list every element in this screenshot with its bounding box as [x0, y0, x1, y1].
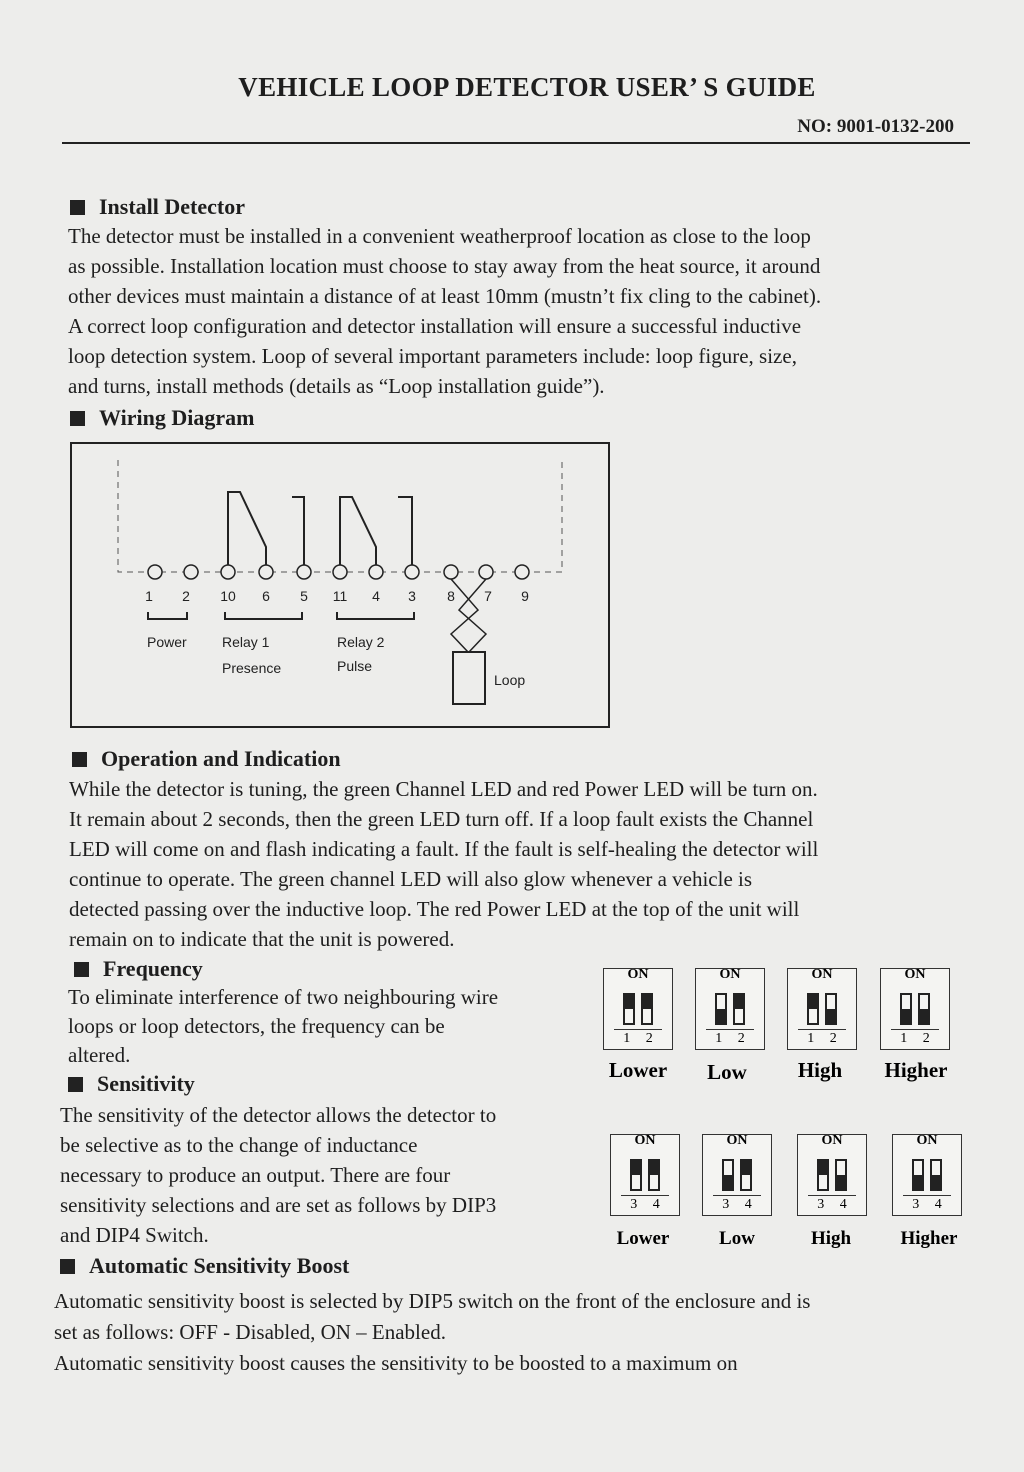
install-heading: [70, 194, 245, 220]
on-label: ON: [821, 1133, 843, 1148]
dip-switch-lever: [740, 1159, 752, 1191]
terminal-number: 9: [521, 588, 529, 604]
switch-numbers: 1 2: [807, 1031, 843, 1046]
terminal-number: 1: [145, 588, 153, 604]
dip-switch-diagram: [610, 1134, 680, 1216]
terminal-2: [184, 565, 198, 579]
title-divider: [62, 142, 970, 144]
text-line: other devices must maintain a distance of at least 10mm (mustn’t fix cling to the cabinet).: [68, 284, 822, 308]
sensitivity-setting-label: Lower: [616, 1228, 670, 1249]
text-line: loop detection system. Loop of several important parameters include: loop figure, size,: [68, 344, 797, 368]
text-line: continue to operate. The green channel LED will also glow whenever a vehicle is: [69, 867, 753, 891]
loop-coil: [453, 652, 485, 704]
terminal-3: [405, 565, 419, 579]
switch-numbers: 1 2: [623, 1031, 659, 1046]
relay2-sub-label: Pulse: [337, 658, 373, 674]
terminal-11: [333, 565, 347, 579]
bullet-square-icon: [68, 1077, 83, 1092]
text-line: While the detector is tuning, the green Channel LED and red Power LED will be turn on.: [69, 777, 818, 801]
relay1-label: Relay 1: [222, 634, 270, 650]
terminal-number: 7: [484, 588, 492, 604]
dip-switch-lever: [912, 1159, 924, 1191]
dip-switch-lever: [835, 1159, 847, 1191]
install-paragraph: [68, 221, 953, 401]
bullet-square-icon: [74, 962, 89, 977]
text-line: detected passing over the inductive loop. The red Power LED at the top of the unit will: [69, 897, 800, 921]
sensitivity-heading-text: Sensitivity: [97, 1071, 195, 1096]
boost-heading: [60, 1253, 349, 1279]
on-label: ON: [904, 967, 926, 982]
relay1-contact-nc: [228, 492, 266, 572]
dip-switch-lever: [733, 993, 745, 1025]
terminal-number: 11: [332, 588, 348, 604]
dip-switch-lever: [641, 993, 653, 1025]
frequency-setting-label: High: [797, 1058, 843, 1082]
power-bracket: [148, 612, 187, 619]
dip-switch-diagram: [702, 1134, 772, 1216]
operation-paragraph: [69, 774, 952, 954]
sensitivity-setting-label: Higher: [900, 1228, 958, 1249]
switch-numbers: 3 4: [817, 1197, 853, 1212]
terminal-number: 3: [408, 588, 416, 604]
dip-switch-diagram: [892, 1134, 962, 1216]
frequency-heading: [74, 956, 203, 982]
relay2-contact-no: [398, 497, 412, 572]
text-line: To eliminate interference of two neighbouring wire: [68, 985, 499, 1009]
document-number: NO: 9001-0132-200: [797, 116, 954, 137]
dip-switch-lever: [722, 1159, 734, 1191]
terminal-number: 8: [447, 588, 455, 604]
text-line: and DIP4 Switch.: [60, 1223, 209, 1247]
frequency-setting-label: Lower: [608, 1058, 668, 1082]
on-label: ON: [916, 1133, 938, 1148]
bullet-square-icon: [72, 752, 87, 767]
bullet-square-icon: [60, 1259, 75, 1274]
boost-heading-text: Automatic Sensitivity Boost: [89, 1253, 350, 1278]
terminal-6: [259, 565, 273, 579]
frequency-setting-label: Higher: [884, 1058, 948, 1082]
operation-heading-text: Operation and Indication: [101, 746, 341, 771]
dip-switch-diagram: [880, 968, 950, 1050]
switch-numbers: 3 4: [722, 1197, 758, 1212]
relay1-contact-no: [292, 497, 304, 572]
terminal-8: [444, 565, 458, 579]
dip-switch-diagram: [695, 968, 765, 1050]
dip-switch-lever: [825, 993, 837, 1025]
relay2-label: Relay 2: [337, 634, 385, 650]
terminal-5: [297, 565, 311, 579]
relay1-sub-label: Presence: [222, 660, 282, 676]
terminal-number: 5: [300, 588, 308, 604]
wiring-diagram-svg: [70, 442, 610, 728]
on-label: ON: [627, 967, 649, 982]
text-line: It remain about 2 seconds, then the green LED turn off. If a loop fault exists the Channel: [69, 807, 814, 831]
text-line: The sensitivity of the detector allows the detector to: [60, 1103, 497, 1127]
dip-switch-diagram: [787, 968, 857, 1050]
frequency-setting-label: Low: [707, 1060, 747, 1084]
dip-switch-lever: [623, 993, 635, 1025]
frequency-heading-text: Frequency: [103, 956, 203, 981]
on-label: ON: [811, 967, 833, 982]
install-heading-text: Install Detector: [99, 194, 246, 219]
terminal-1: [148, 565, 162, 579]
sensitivity-setting-label: Low: [719, 1228, 755, 1249]
sensitivity-paragraph: [60, 1100, 578, 1250]
text-line: sensitivity selections and are set as follows by DIP3: [60, 1193, 497, 1217]
text-line: The detector must be installed in a convenient weatherproof location as close to the loop: [68, 224, 811, 248]
relay2-bracket: [337, 612, 414, 619]
wiring-diagram: [70, 442, 610, 728]
dip-switch-lever: [900, 993, 912, 1025]
sensitivity-setting-label: High: [810, 1228, 852, 1249]
boost-paragraph: [54, 1286, 962, 1379]
switch-numbers: 3 4: [630, 1197, 666, 1212]
terminal-10: [221, 565, 235, 579]
terminal-number: 6: [262, 588, 270, 604]
dip-switch-diagram: [797, 1134, 867, 1216]
on-label: ON: [634, 1133, 656, 1148]
power-label: Power: [147, 634, 187, 650]
sensitivity-heading: [68, 1071, 195, 1097]
text-line: set as follows: OFF - Disabled, ON – Enabled.: [54, 1320, 446, 1344]
diagram-frame: [71, 443, 609, 727]
wiring-heading: [70, 405, 254, 431]
wiring-heading-text: Wiring Diagram: [99, 405, 255, 430]
text-line: LED will come on and flash indicating a fault. If the fault is self-healing the detector will: [69, 837, 819, 861]
frequency-paragraph: [68, 983, 576, 1070]
on-label: ON: [726, 1133, 748, 1148]
text-line: as possible. Installation location must choose to stay away from the heat source, it around: [68, 254, 821, 278]
page-title: VEHICLE LOOP DETECTOR USER’ S GUIDE: [238, 72, 816, 102]
switch-numbers: 3 4: [912, 1197, 948, 1212]
text-line: A correct loop configuration and detector installation will ensure a successful inductive: [68, 314, 802, 338]
text-line: Automatic sensitivity boost causes the sensitivity to be boosted to a maximum on: [54, 1351, 738, 1375]
terminal-9: [515, 565, 529, 579]
dip-switch-lever: [715, 993, 727, 1025]
relay1-bracket: [225, 612, 302, 619]
switch-numbers: 1 2: [900, 1031, 936, 1046]
bullet-square-icon: [70, 411, 85, 426]
dip-switch-diagram: [603, 968, 673, 1050]
on-label: ON: [719, 967, 741, 982]
bullet-square-icon: [70, 200, 85, 215]
text-line: altered.: [68, 1043, 131, 1067]
terminal-7: [479, 565, 493, 579]
dip-switch-lever: [630, 1159, 642, 1191]
dip-switch-lever: [817, 1159, 829, 1191]
dip-switch-lever: [648, 1159, 660, 1191]
text-line: Automatic sensitivity boost is selected by DIP5 switch on the front of the enclosure and is: [54, 1289, 811, 1313]
text-line: and turns, install methods (details as “Loop installation guide”).: [68, 374, 605, 398]
terminal-number: 10: [220, 588, 236, 604]
dip-switch-lever: [918, 993, 930, 1025]
switch-numbers: 1 2: [715, 1031, 751, 1046]
dip-switch-lever: [807, 993, 819, 1025]
text-line: remain on to indicate that the unit is powered.: [69, 927, 455, 951]
text-line: necessary to produce an output. There are four: [60, 1163, 451, 1187]
text-line: loops or loop detectors, the frequency can be: [68, 1014, 445, 1038]
terminal-4: [369, 565, 383, 579]
terminal-number: 4: [372, 588, 380, 604]
text-line: be selective as to the change of inductance: [60, 1133, 418, 1157]
relay2-contact-nc: [340, 497, 376, 572]
terminal-number: 2: [182, 588, 190, 604]
operation-heading: [72, 746, 341, 772]
dip-switch-lever: [930, 1159, 942, 1191]
loop-label: Loop: [494, 672, 526, 688]
